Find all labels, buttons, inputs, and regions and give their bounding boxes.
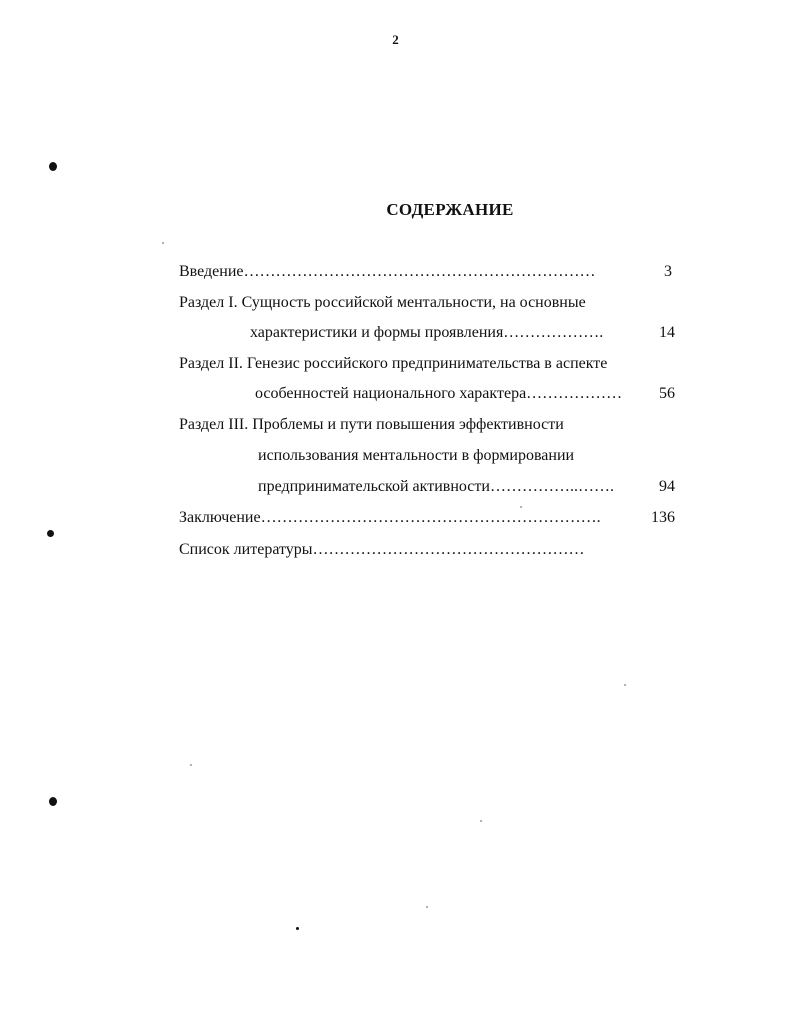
toc-entry-section2-line2: особенностей национального характера……………… bbox=[255, 385, 623, 402]
scan-dust bbox=[426, 906, 428, 908]
toc-entry-bibliography: Список литературы…………………………………………… bbox=[179, 541, 585, 558]
scan-dust bbox=[190, 764, 192, 766]
toc-entry-section3-line1: Раздел III. Проблемы и пути повышения эффективности bbox=[179, 416, 564, 433]
scan-speck bbox=[47, 530, 54, 537]
toc-entry-intro: Введение………………………………………………………… bbox=[179, 263, 596, 280]
toc-entry-section1-line2: характеристики и формы проявления………………. bbox=[250, 324, 604, 341]
scan-dust bbox=[162, 242, 164, 244]
toc-entry-section2-line1: Раздел II. Генезис российского предпринимательства в аспекте bbox=[179, 355, 608, 372]
toc-page-section3: 94 bbox=[659, 478, 675, 495]
scan-dust bbox=[520, 506, 522, 508]
toc-page-intro: 3 bbox=[664, 263, 672, 280]
scan-dust bbox=[480, 820, 482, 822]
toc-page-conclusion: 136 bbox=[651, 509, 675, 526]
toc-entry-conclusion: Заключение………………………………………………………. bbox=[179, 509, 601, 526]
toc-page-section1: 14 bbox=[659, 324, 675, 341]
toc-title: СОДЕРЖАНИЕ bbox=[386, 200, 514, 219]
toc-entry-section3-line2: использования ментальности в формировании bbox=[258, 447, 575, 464]
scan-dust bbox=[624, 684, 626, 686]
page-number: 2 bbox=[392, 32, 399, 47]
scan-speck bbox=[49, 797, 57, 806]
toc-page-section2: 56 bbox=[659, 385, 675, 402]
toc-entry-section3-line3: предпринимательской активности……………..……. bbox=[258, 478, 614, 495]
scan-speck bbox=[49, 162, 57, 171]
scan-speck bbox=[296, 927, 299, 930]
toc-entry-section1-line1: Раздел I. Сущность российской ментальности, на основные bbox=[179, 294, 586, 311]
